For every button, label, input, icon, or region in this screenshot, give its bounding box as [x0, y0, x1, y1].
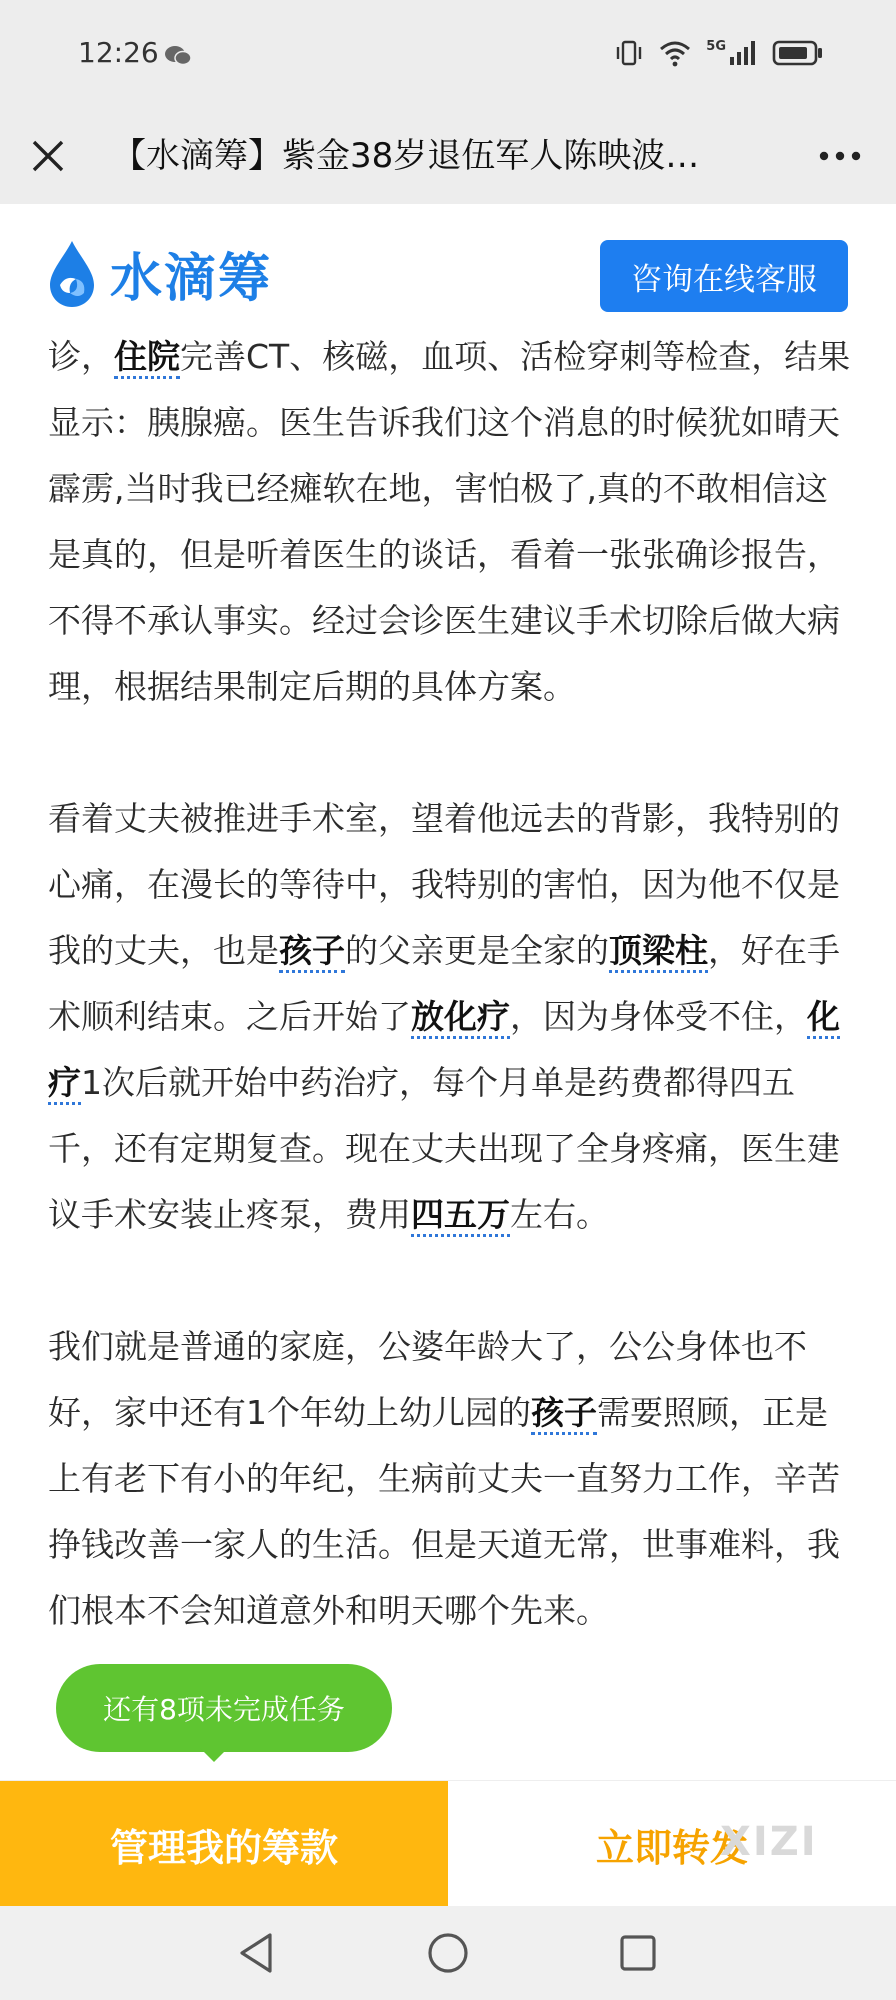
- watermark: XIZI: [720, 1819, 818, 1865]
- article-text: 左右。: [510, 1195, 609, 1234]
- article-text: 看着丈夫被推进手术室，望着他远去的背影，我特别的心痛，在漫长的等待中，我特别的害怕，因为他不仅是我的丈夫，也是: [48, 799, 840, 970]
- signal-5g-icon: [706, 39, 758, 67]
- article-text: 我们就是普通的家庭，公婆年龄大了，公公身体也不好，家中还有1个年幼上幼儿园的: [48, 1327, 807, 1432]
- more-icon: [818, 150, 862, 162]
- article-text: ，因为身体受不住，: [510, 997, 807, 1036]
- system-nav-bar: [0, 1906, 896, 2000]
- article-text: 的父亲更是全家的: [345, 931, 609, 970]
- network-label: 5G: [706, 39, 726, 54]
- signal-bars-icon: [728, 39, 758, 67]
- back-icon: [236, 1931, 276, 1975]
- article-body: [48, 324, 854, 1710]
- page-title: 【水滴筹】紫金38岁退伍军人陈映波…: [112, 136, 700, 176]
- keyword-link[interactable]: 孩子: [531, 1393, 597, 1435]
- keyword-link[interactable]: 放化疗: [411, 997, 510, 1039]
- keyword-link[interactable]: 四五万: [411, 1195, 510, 1237]
- pending-tasks-pill[interactable]: 还有8项未完成任务: [56, 1664, 392, 1752]
- status-bar: [0, 0, 896, 108]
- keyword-link[interactable]: 孩子: [279, 931, 345, 973]
- consult-online-service-button[interactable]: 咨询在线客服: [600, 240, 848, 312]
- home-icon: [426, 1931, 470, 1975]
- status-icons: [614, 38, 824, 68]
- article-text: 完善CT、核磁，血项、活检穿刺等检查，结果显示：胰腺癌。医生告诉我们这个消息的时候犹如晴天霹雳,当时我已经瘫软在地，害怕极了,真的不敢相信这是真的，但是听着医生的谈话，看着一张张确诊报告，不得不承认事实。经过会诊医生建议手术切除后做大病理，根据结果制定后期的具体方案。: [48, 337, 851, 706]
- pending-tasks-pill-tail: [200, 1748, 228, 1762]
- keyword-link[interactable]: 化疗: [48, 997, 840, 1105]
- article-text: 需要照顾，正是上有老下有小的年纪，生病前丈夫一直努力工作，辛苦挣钱改善一家人的生活。但是天道无常，世事难料，我们根本不会知道意外和明天哪个先来。: [48, 1393, 840, 1630]
- vibrate-icon: [614, 38, 644, 68]
- share-now-button[interactable]: 立即转发: [448, 1781, 896, 1907]
- battery-icon: [772, 40, 824, 66]
- nav-home-button[interactable]: [424, 1929, 472, 1977]
- article-paragraph: [48, 786, 854, 1248]
- status-time: 12:26: [78, 36, 159, 69]
- wifi-icon: [658, 38, 692, 68]
- recents-icon: [618, 1933, 658, 1973]
- close-icon: [30, 138, 66, 174]
- article-text: 1次后就开始中药治疗，每个月单是药费都得四五千，还有定期复查。现在丈夫出现了全身疼痛，医生建议手术安装止疼泵，费用: [48, 1063, 840, 1234]
- logo-text: 水滴筹: [110, 249, 273, 309]
- more-button[interactable]: [812, 134, 868, 178]
- close-button[interactable]: [24, 132, 72, 180]
- bottom-action-bar: [0, 1780, 896, 1907]
- logo: [46, 236, 272, 311]
- article-text: ，好在手术顺利结束。之后开始了: [48, 931, 840, 1036]
- article-paragraph: [48, 324, 854, 720]
- article-text: 诊，: [48, 337, 114, 376]
- title-bar: [0, 108, 896, 204]
- keyword-link[interactable]: 顶梁柱: [609, 931, 708, 973]
- nav-back-button[interactable]: [232, 1929, 280, 1977]
- wechat-icon: [164, 44, 192, 66]
- water-drop-logo-icon: [46, 239, 98, 309]
- nav-recents-button[interactable]: [614, 1929, 662, 1977]
- article-paragraph: [48, 1314, 854, 1644]
- keyword-link[interactable]: 住院: [114, 337, 180, 379]
- page-header: [0, 204, 896, 324]
- manage-fundraising-button[interactable]: 管理我的筹款: [0, 1781, 448, 1907]
